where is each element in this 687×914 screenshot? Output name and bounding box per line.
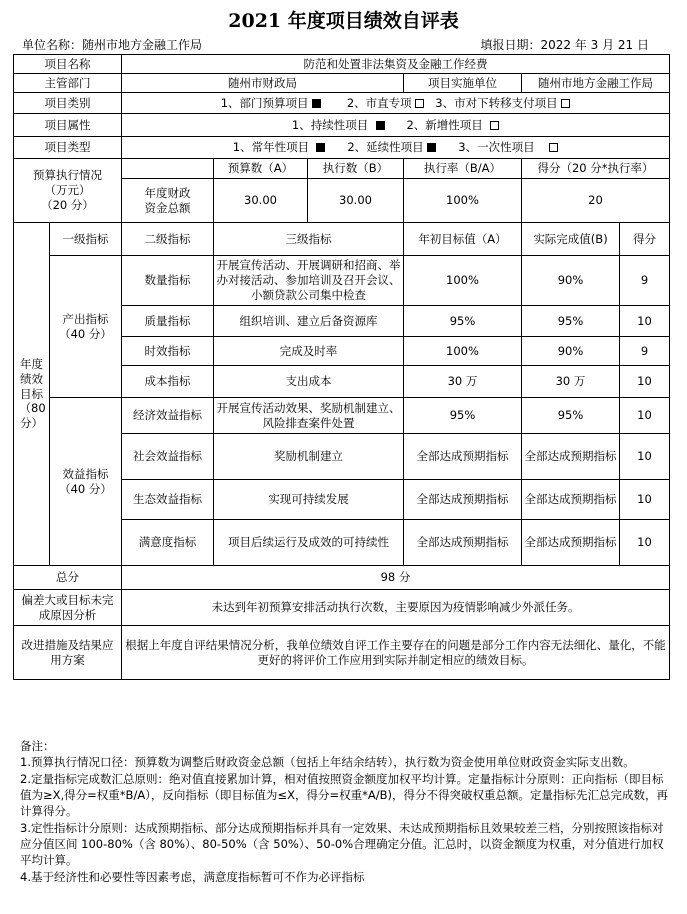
target-header: 年初目标值（A） xyxy=(404,223,522,256)
category-options xyxy=(122,93,670,114)
output-label: 产出指标 （40 分） xyxy=(50,256,122,398)
lvl3-header: 三级指标 xyxy=(214,223,404,256)
exec-header: 执行数（B） xyxy=(308,159,404,179)
checkbox-checked-icon xyxy=(316,143,325,152)
actual-cell: 95% xyxy=(522,398,620,434)
table-row xyxy=(14,398,670,434)
effect-label: 效益指标 （40 分） xyxy=(50,398,122,566)
actual-cell: 90% xyxy=(522,256,620,306)
budget-section-label: 预算执行情况 （万元） （20 分） xyxy=(14,159,122,223)
actual-header: 实际完成值(B) xyxy=(522,223,620,256)
score-cell: 10 xyxy=(620,398,670,434)
lvl3-cell: 开展宣传活动效果、奖励机制建立、风险排查案件处置 xyxy=(214,398,404,434)
fund-total-label: 年度财政 资金总额 xyxy=(122,179,214,223)
notes xyxy=(20,738,670,885)
actual-cell: 全部达成预期指标 xyxy=(522,434,620,480)
lvl2-cell: 成本指标 xyxy=(122,366,214,398)
lvl3-cell: 开展宣传活动、开展调研和招商、举办对接活动、参加培训及召开会议、小额贷款公司集中检查 xyxy=(214,256,404,306)
actual-cell: 95% xyxy=(522,306,620,337)
lvl2-cell: 社会效益指标 xyxy=(122,434,214,480)
attribute-option-1: 1、持续性项目 xyxy=(291,117,369,132)
checkbox-checked-icon xyxy=(312,99,321,108)
category-label: 项目类别 xyxy=(14,93,122,114)
evaluation-table xyxy=(13,54,670,680)
actual-cell: 全部达成预期指标 xyxy=(522,480,620,520)
lvl3-cell: 实现可持续发展 xyxy=(214,480,404,520)
lvl3-cell: 项目后续运行及成效的可持续性 xyxy=(214,520,404,566)
target-cell: 全部达成预期指标 xyxy=(404,520,522,566)
target-cell: 100% xyxy=(404,337,522,366)
note-3: 3.定性指标计分原则：达成预期指标、部分达成预期指标并具有一定效果、未达成预期指标且效果较差三档，分别按照该指标对应分值区间 100-80%（含 80%）、80-50%（含 50%）、50-0%合理确定分值。汇总时，以资金额度为权重，对分值进行加权平均计算。 xyxy=(20,820,664,868)
lvl2-cell: 满意度指标 xyxy=(122,520,214,566)
type-option-3: 3、一次性项目 xyxy=(458,140,535,155)
total-value: 98 分 xyxy=(122,566,670,590)
score-cell: 9 xyxy=(620,337,670,366)
score-cell: 9 xyxy=(620,256,670,306)
target-cell: 30 万 xyxy=(404,366,522,398)
checkbox-empty-icon xyxy=(415,99,424,108)
total-label: 总分 xyxy=(14,566,122,590)
lvl3-cell: 组织培训、建立后备资源库 xyxy=(214,306,404,337)
actual-cell: 30 万 xyxy=(522,366,620,398)
note-2: 2.定量指标完成数汇总原则：绝对值直接累加计算，相对值按照资金额度加权平均计算。定量指标计分原则：正向指标（即目标值为≥X,得分=权重*B/A），反向指标（即目标值为≤X，得分=权重*A/B)，得分不得突破权重总额。定量指标先汇总完成数，再计算得分。 xyxy=(20,771,668,819)
checkbox-checked-icon xyxy=(427,143,436,152)
improve-label: 改进措施及结果应用方案 xyxy=(14,626,122,680)
score-cell: 10 xyxy=(620,434,670,480)
attribute-label: 项目属性 xyxy=(14,114,122,137)
budget-header: 预算数（A） xyxy=(214,159,308,179)
target-cell: 全部达成预期指标 xyxy=(404,434,522,480)
lvl1-header: 一级指标 xyxy=(50,223,122,256)
project-name-value: 防范和处置非法集资及金融工作经费 xyxy=(122,55,670,74)
lvl2-cell: 数量指标 xyxy=(122,256,214,306)
lvl3-cell: 支出成本 xyxy=(214,366,404,398)
score-header: 得分（20 分*执行率） xyxy=(522,159,670,179)
lvl2-cell: 质量指标 xyxy=(122,306,214,337)
lvl2-cell: 生态效益指标 xyxy=(122,480,214,520)
target-cell: 95% xyxy=(404,306,522,337)
category-option-3: 3、市对下转移支付项目 xyxy=(435,95,558,110)
target-cell: 95% xyxy=(404,398,522,434)
type-label: 项目类型 xyxy=(14,137,122,159)
checkbox-empty-icon xyxy=(561,99,570,108)
target-cell: 全部达成预期指标 xyxy=(404,480,522,520)
notes-title: 备注： xyxy=(20,739,55,753)
checkbox-checked-icon xyxy=(376,121,385,130)
page-title: 2021 年度项目绩效自评表 xyxy=(228,10,459,32)
score-cell: 10 xyxy=(620,480,670,520)
fill-date: 填报日期：2022 年 3 月 21 日 xyxy=(480,38,649,52)
exec-value: 30.00 xyxy=(308,179,404,223)
dept-label: 主管部门 xyxy=(14,74,122,93)
lvl3-cell: 完成及时率 xyxy=(214,337,404,366)
attribute-options xyxy=(122,114,670,137)
actual-cell: 90% xyxy=(522,337,620,366)
type-option-2: 2、延续性项目 xyxy=(347,140,424,155)
rate-value: 100% xyxy=(404,179,522,223)
score-cell: 10 xyxy=(620,520,670,566)
type-options xyxy=(122,137,670,159)
score-cell: 10 xyxy=(620,306,670,337)
lvl3-cell: 奖励机制建立 xyxy=(214,434,404,480)
lvl2-header: 二级指标 xyxy=(122,223,214,256)
project-name-label: 项目名称 xyxy=(14,55,122,74)
category-option-1: 1、部门预算项目 xyxy=(220,95,309,110)
perf-side-label: 年度绩效目标 （80 分） xyxy=(14,223,50,566)
score-col-header: 得分 xyxy=(620,223,670,256)
impl-unit-value: 随州市地方金融工作局 xyxy=(522,74,670,93)
attribute-option-2: 2、新增性项目 xyxy=(406,117,483,132)
unit-name: 单位名称：随州市地方金融工作局 xyxy=(22,38,203,52)
improve-text: 根据上年度自评结果情况分析，我单位绩效自评工作主要存在的问题是部分工作内容无法细化、量化，不能更好的将评价工作应用到实际并制定相应的绩效目标。 xyxy=(122,626,670,680)
lvl2-cell: 时效指标 xyxy=(122,337,214,366)
lvl2-cell: 经济效益指标 xyxy=(122,398,214,434)
table-row xyxy=(14,256,670,306)
impl-unit-label: 项目实施单位 xyxy=(404,74,522,93)
rate-header: 执行率（B/A） xyxy=(404,159,522,179)
deviation-text: 未达到年初预算安排活动执行次数，主要原因为疫情影响减少外派任务。 xyxy=(122,590,670,626)
target-cell: 100% xyxy=(404,256,522,306)
score-value: 20 xyxy=(522,179,670,223)
category-option-2: 2、市直专项 xyxy=(346,95,412,110)
score-cell: 10 xyxy=(620,366,670,398)
actual-cell: 全部达成预期指标 xyxy=(522,520,620,566)
note-4: 4.基于经济性和必要性等因素考虑，满意度指标暂可不作为必评指标 xyxy=(20,869,365,884)
checkbox-empty-icon xyxy=(490,121,499,130)
type-option-1: 1、常年性项目 xyxy=(232,140,310,155)
dept-value: 随州市财政局 xyxy=(122,74,404,93)
note-1: 1.预算执行情况口径：预算数为调整后财政资金总额（包括上年结余结转），执行数为资金使用单位财政资金实际支出数。 xyxy=(20,755,635,770)
checkbox-empty-icon xyxy=(549,143,558,152)
budget-value: 30.00 xyxy=(214,179,308,223)
deviation-label: 偏差大或目标未完成原因分析 xyxy=(14,590,122,626)
